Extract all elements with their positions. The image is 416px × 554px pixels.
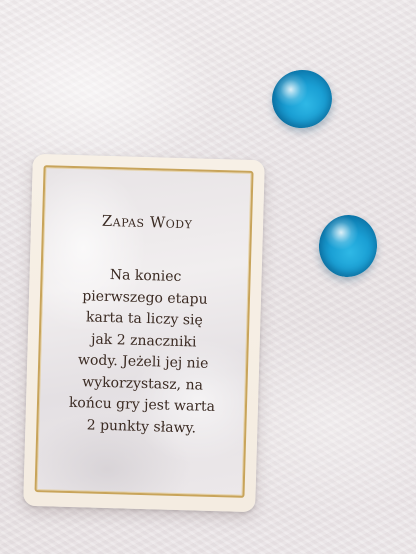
- card-text-line: jak 2 znaczniki: [90, 331, 197, 350]
- card-face: [35, 165, 254, 498]
- card-text: [44, 263, 243, 440]
- card-text-line: końcu gry jest warta: [68, 394, 216, 416]
- card-text-line: wody. Jeżeli jej nie: [77, 352, 209, 372]
- game-card: [23, 154, 265, 512]
- card-text-line: pierwszego etapu: [82, 287, 208, 308]
- blue-glass-token: [267, 64, 338, 133]
- card-text-line: 2 punkty sławy.: [86, 416, 197, 436]
- card-title: Zapas Wody: [101, 211, 193, 233]
- blue-glass-token: [315, 211, 381, 280]
- card-text-line: wykorzystasz, na: [81, 373, 204, 394]
- card-text-line: Na koniec: [109, 267, 182, 286]
- card-text-line: karta ta liczy się: [85, 309, 204, 329]
